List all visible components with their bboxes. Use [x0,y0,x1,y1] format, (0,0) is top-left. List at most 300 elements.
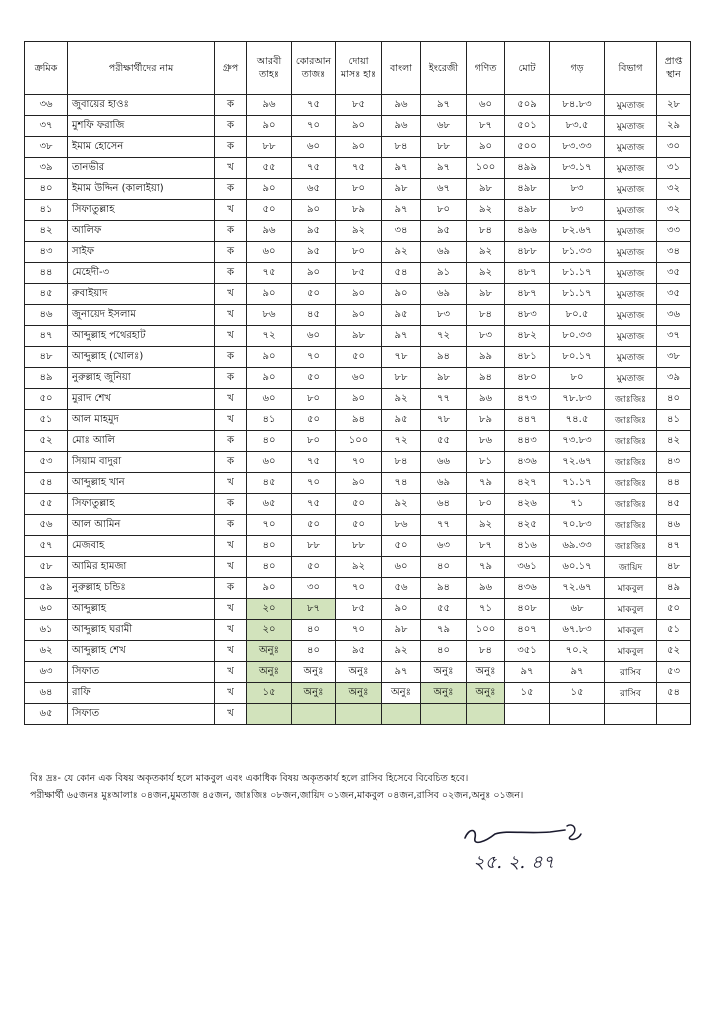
cell-serial: ৪৮ [25,347,68,368]
cell-arabic: ৭০ [247,515,292,536]
table-row [25,515,691,536]
cell-division: মুমতাজ [605,95,657,116]
cell-arabic: ৯০ [247,347,292,368]
cell-bangla: ৭৮ [382,347,421,368]
cell-average: ৮১.৩৩ [550,242,605,263]
cell-total: ৫০১ [505,116,550,137]
cell-quran: অনুঃ [292,662,336,683]
header-arabic: আরবী তাহঃ [247,42,292,95]
cell-math: ৯৬ [467,578,505,599]
cell-serial: ৩৮ [25,137,68,158]
cell-position: ৩৪ [657,242,691,263]
cell-arabic [247,704,292,725]
cell-english: ৮০ [421,200,467,221]
cell-group: ক [215,221,247,242]
cell-math: ৯২ [467,242,505,263]
cell-arabic: ৭২ [247,326,292,347]
cell-average: ৬৮ [550,599,605,620]
header-serial: ক্রমিক [25,42,68,95]
cell-total: ৪৯৯ [505,158,550,179]
table-row [25,116,691,137]
cell-bangla: ৯৭ [382,326,421,347]
table-row [25,263,691,284]
table-row [25,326,691,347]
cell-math: ৭৯ [467,557,505,578]
cell-english: ৫৫ [421,599,467,620]
cell-position: ৪৪ [657,473,691,494]
cell-position [657,704,691,725]
cell-group: খ [215,305,247,326]
cell-arabic: ২০ [247,620,292,641]
cell-bangla: ৯৫ [382,305,421,326]
cell-math: ৯৮ [467,284,505,305]
table-row [25,557,691,578]
cell-bangla [382,704,421,725]
cell-group: খ [215,473,247,494]
notes [30,770,700,804]
cell-division: মুমতাজ [605,326,657,347]
cell-total: ৫০৯ [505,95,550,116]
cell-group: ক [215,368,247,389]
table-row [25,242,691,263]
cell-total: ৪৮০ [505,368,550,389]
cell-dua: ৮৯ [336,200,382,221]
cell-dua: ৫০ [336,515,382,536]
cell-arabic: অনুঃ [247,662,292,683]
cell-position: ৫৪ [657,683,691,704]
cell-serial: ৬১ [25,620,68,641]
cell-total: ৪২৫ [505,515,550,536]
cell-average: ৭০.৮৩ [550,515,605,536]
cell-serial: ৫৪ [25,473,68,494]
cell-english: ৮৩ [421,305,467,326]
cell-total: ৪৪৩ [505,431,550,452]
cell-math: ৮৪ [467,221,505,242]
cell-quran: ৩০ [292,578,336,599]
cell-division: মাকবুল [605,620,657,641]
cell-group: খ [215,410,247,431]
cell-serial: ৫৮ [25,557,68,578]
results-body [25,95,691,725]
cell-serial: ৫৫ [25,494,68,515]
signature-date: ২৫. ২. ৪৭ [473,852,555,873]
cell-group: খ [215,641,247,662]
cell-division: মুমতাজ [605,305,657,326]
cell-dua: ৫০ [336,494,382,515]
cell-arabic: ৬০ [247,389,292,410]
cell-bangla: ৬০ [382,557,421,578]
table-row [25,704,691,725]
cell-bangla: ৭২ [382,431,421,452]
cell-division: রাসিব [605,683,657,704]
cell-math: ৬০ [467,95,505,116]
cell-total: ৯৭ [505,662,550,683]
cell-average: ৮০.৫ [550,305,605,326]
table-row [25,410,691,431]
cell-quran: ৭৫ [292,494,336,515]
cell-arabic: ৯০ [247,368,292,389]
cell-quran: ৪০ [292,641,336,662]
header-quran: কোরআন তাজঃ [292,42,336,95]
cell-quran: ৭০ [292,116,336,137]
table-row [25,599,691,620]
cell-division: মুমতাজ [605,368,657,389]
header-name: পরীক্ষার্থীদের নাম [68,42,215,95]
cell-serial: ৩৬ [25,95,68,116]
cell-average: ৮৩ [550,200,605,221]
cell-bangla: ৯২ [382,641,421,662]
cell-position: ৫১ [657,620,691,641]
cell-position: ২৯ [657,116,691,137]
cell-quran: ৯৫ [292,221,336,242]
cell-dua: ৮০ [336,242,382,263]
cell-division: মুমতাজ [605,284,657,305]
cell-group: ক [215,263,247,284]
cell-arabic: ৫৫ [247,158,292,179]
cell-group: ক [215,347,247,368]
cell-position: ৩৩ [657,221,691,242]
cell-total: ৪০৭ [505,620,550,641]
cell-average: ৮১.১৭ [550,284,605,305]
cell-division: মুমতাজ [605,116,657,137]
cell-bangla: ৫৪ [382,263,421,284]
table-row [25,494,691,515]
cell-name: মুশফি ফরাজি [68,116,215,137]
cell-english: ৬৬ [421,452,467,473]
table-row [25,683,691,704]
cell-english: ৪০ [421,557,467,578]
cell-quran: অনুঃ [292,683,336,704]
cell-name: সিফাত [68,662,215,683]
cell-math: ৮০ [467,494,505,515]
cell-name: সাইফ [68,242,215,263]
cell-serial: ৪৬ [25,305,68,326]
cell-serial: ৬৩ [25,662,68,683]
cell-quran: ৭৫ [292,95,336,116]
cell-quran: ৮৮ [292,536,336,557]
cell-name: ইমাম হোসেন [68,137,215,158]
cell-position: ৪২ [657,431,691,452]
cell-division: জাঃজিঃ [605,473,657,494]
cell-average: ৮০ [550,368,605,389]
cell-group: ক [215,179,247,200]
cell-english: ৬৭ [421,179,467,200]
cell-english: ৭৭ [421,515,467,536]
cell-position: ৪০ [657,389,691,410]
cell-math: ৮৩ [467,326,505,347]
cell-position: ৩৫ [657,263,691,284]
cell-division: জাঃজিঃ [605,515,657,536]
cell-math: ৮৯ [467,410,505,431]
cell-arabic: ৬০ [247,452,292,473]
header-math: গণিত [467,42,505,95]
cell-average: ৭৪.৫ [550,410,605,431]
cell-group: ক [215,494,247,515]
cell-bangla: ৮৪ [382,137,421,158]
cell-position: ৩২ [657,179,691,200]
cell-dua: ৯৫ [336,641,382,662]
cell-name: আব্দুল্লাহ ঘরামী [68,620,215,641]
cell-math: ১০০ [467,158,505,179]
cell-division: জাঃজিঃ [605,536,657,557]
cell-math: ৯২ [467,200,505,221]
cell-group: খ [215,662,247,683]
cell-quran: ৬৫ [292,179,336,200]
cell-quran: ৭০ [292,473,336,494]
cell-total: ৪১৬ [505,536,550,557]
cell-position: ৫২ [657,641,691,662]
cell-math: ৯২ [467,515,505,536]
cell-dua: ৮৫ [336,263,382,284]
cell-total: ১৫ [505,683,550,704]
cell-name: মোঃ আলি [68,431,215,452]
cell-dua: অনুঃ [336,683,382,704]
cell-position: ৩০ [657,137,691,158]
cell-name: আব্দুল্লাহ (খোলঃ) [68,347,215,368]
cell-serial: ৫৭ [25,536,68,557]
cell-average: ৮৩.৫ [550,116,605,137]
cell-position: ৪৬ [657,515,691,536]
cell-english: ৯৪ [421,347,467,368]
cell-average: ৮০.৩৩ [550,326,605,347]
cell-name: আব্দুল্লাহ পথেরহাট [68,326,215,347]
cell-english: ৮৮ [421,137,467,158]
table-row [25,389,691,410]
table-row [25,578,691,599]
cell-dua: ৯০ [336,137,382,158]
table-row [25,536,691,557]
header-group: গ্রুপ [215,42,247,95]
cell-name: মুরাদ শেখ [68,389,215,410]
table-row [25,620,691,641]
cell-bangla: ৯৭ [382,158,421,179]
cell-average: ৮৩.১৭ [550,158,605,179]
cell-total: ৪৮৭ [505,284,550,305]
cell-quran: ৫০ [292,410,336,431]
cell-english: ৯৪ [421,578,467,599]
cell-group: ক [215,431,247,452]
cell-quran: ৬০ [292,326,336,347]
cell-position: ৪৮ [657,557,691,578]
cell-bangla: ৮৪ [382,452,421,473]
cell-dua: ৭০ [336,452,382,473]
cell-group: খ [215,599,247,620]
cell-arabic: ১৫ [247,683,292,704]
cell-division: মুমতাজ [605,200,657,221]
cell-english: ৫৫ [421,431,467,452]
cell-division: মুমতাজ [605,137,657,158]
cell-serial: ৪৭ [25,326,68,347]
cell-arabic: ৯৬ [247,221,292,242]
cell-dua: ৭০ [336,578,382,599]
cell-division: মুমতাজ [605,221,657,242]
cell-serial: ৬৫ [25,704,68,725]
cell-arabic: ৯০ [247,284,292,305]
note-summary: পরীক্ষার্থী ৬৫জনঃ মুঃআলাঃ ০৪জন,মুমতাজ ৪৫জন, জাঃজিঃ ০৮জন,জায়িদ ০১জন,মাকবুল ০৪জন,রাসিব ০২জন,অনুঃ ০১জন। [30,790,524,801]
cell-name: নুরুল্লাহ জুনিয়া [68,368,215,389]
cell-dua: ৯০ [336,473,382,494]
cell-english: ৭২ [421,326,467,347]
cell-dua: ৮৫ [336,599,382,620]
cell-group: খ [215,326,247,347]
cell-serial: ৪৩ [25,242,68,263]
cell-position: ৫০ [657,599,691,620]
cell-serial: ৪৪ [25,263,68,284]
cell-average: ৬৭.৮৩ [550,620,605,641]
header-position: প্রাপ্ত স্থান [657,42,691,95]
cell-serial: ৬২ [25,641,68,662]
cell-average: ৭০.২ [550,641,605,662]
cell-bangla: ৯০ [382,599,421,620]
cell-serial: ৬৪ [25,683,68,704]
cell-average: ৭১ [550,494,605,515]
cell-arabic: ৪১ [247,410,292,431]
cell-total: ৪০৮ [505,599,550,620]
cell-quran: ৮০ [292,389,336,410]
cell-total: ৩৫১ [505,641,550,662]
table-row [25,137,691,158]
cell-name: সিয়াম বাদুরা [68,452,215,473]
cell-dua: ৭৫ [336,158,382,179]
cell-serial: ৪১ [25,200,68,221]
cell-math: ১০০ [467,620,505,641]
cell-division: মুমতাজ [605,179,657,200]
cell-english: ৬৯ [421,473,467,494]
cell-arabic: অনুঃ [247,641,292,662]
cell-bangla: ৯২ [382,494,421,515]
cell-english: অনুঃ [421,662,467,683]
cell-position: ৩৮ [657,347,691,368]
cell-name: নুরুল্লাহ চন্ডিঃ [68,578,215,599]
cell-math: ৯৯ [467,347,505,368]
cell-bangla: ৯৮ [382,620,421,641]
cell-name: তানভীর [68,158,215,179]
cell-arabic: ৫০ [247,200,292,221]
cell-quran: ৫০ [292,284,336,305]
cell-arabic: ৯৬ [247,95,292,116]
cell-english: ৯৭ [421,158,467,179]
results-table [24,41,691,725]
table-row [25,641,691,662]
cell-average: ৮৩ [550,179,605,200]
cell-division: মুমতাজ [605,158,657,179]
cell-position: ৩৫ [657,284,691,305]
header-average: গড় [550,42,605,95]
cell-dua: ৯০ [336,389,382,410]
cell-name: আব্দুল্লাহ খান [68,473,215,494]
signature [455,820,625,880]
cell-average: ৬৯.৩৩ [550,536,605,557]
cell-bangla: ৮৮ [382,368,421,389]
cell-serial: ৫১ [25,410,68,431]
cell-total: ৩৬১ [505,557,550,578]
cell-total: ৪৯৮ [505,179,550,200]
cell-bangla: ৯৭ [382,200,421,221]
cell-arabic: ৮৬ [247,305,292,326]
cell-division: মাকবুল [605,578,657,599]
cell-group: খ [215,683,247,704]
header-bangla: বাংলা [382,42,421,95]
cell-dua: ১০০ [336,431,382,452]
cell-group: খ [215,389,247,410]
cell-position: ৪৯ [657,578,691,599]
cell-average: ৮২.৬৭ [550,221,605,242]
cell-serial: ৫২ [25,431,68,452]
table-row [25,221,691,242]
cell-math: ৮৬ [467,431,505,452]
cell-name: সিফাত [68,704,215,725]
cell-math: ৮৭ [467,116,505,137]
cell-name: আল আমিন [68,515,215,536]
header-division: বিভাগ [605,42,657,95]
cell-division [605,704,657,725]
cell-dua: ৯০ [336,116,382,137]
cell-position: ৩৯ [657,368,691,389]
cell-bangla: ৫৬ [382,578,421,599]
cell-group: খ [215,158,247,179]
table-row [25,431,691,452]
cell-arabic: ৮৮ [247,137,292,158]
cell-bangla: অনুঃ [382,683,421,704]
note-rule: বিঃ দ্রঃ- যে কোন এক বিষয় অকৃতকার্য হলে মাকবুল এবং একাধিক বিষয় অকৃতকার্য হলে রাসিব হিসেবে বিবেচিত হবে। [30,773,469,784]
cell-bangla: ৮৬ [382,515,421,536]
cell-group: ক [215,116,247,137]
cell-name: আব্দুল্লাহ শেখ [68,641,215,662]
cell-name: মেজবাহ [68,536,215,557]
cell-position: ৪৫ [657,494,691,515]
cell-math: ৭৯ [467,473,505,494]
table-row [25,158,691,179]
cell-quran: ৫০ [292,515,336,536]
cell-quran: ৪৫ [292,305,336,326]
cell-serial: ৪৫ [25,284,68,305]
table-row [25,473,691,494]
cell-average: ৮১.১৭ [550,263,605,284]
cell-dua: ৬০ [336,368,382,389]
cell-math: ৯৪ [467,368,505,389]
cell-math: ৯৮ [467,179,505,200]
cell-average: ৭৩.৮৩ [550,431,605,452]
cell-total: ৪৮৭ [505,263,550,284]
cell-arabic: ৯০ [247,116,292,137]
cell-quran: ৮৭ [292,599,336,620]
cell-group: খ [215,284,247,305]
cell-name: সিফাতুল্লাহ [68,494,215,515]
cell-division: মুমতাজ [605,242,657,263]
cell-quran: ৭৫ [292,158,336,179]
cell-quran: ৫০ [292,557,336,578]
cell-english: ৯৫ [421,221,467,242]
cell-division: মাকবুল [605,599,657,620]
cell-english: ৯৭ [421,95,467,116]
cell-math: ৯৬ [467,389,505,410]
cell-group: খ [215,557,247,578]
cell-division: জাঃজিঃ [605,431,657,452]
cell-english: অনুঃ [421,683,467,704]
table-row [25,662,691,683]
cell-group: খ [215,200,247,221]
cell-name: আল মাহমুদ [68,410,215,431]
cell-division: জাঃজিঃ [605,389,657,410]
cell-serial: ৩৯ [25,158,68,179]
table-row [25,452,691,473]
cell-arabic: ৪০ [247,536,292,557]
cell-position: ৩১ [657,158,691,179]
cell-arabic: ২০ [247,599,292,620]
cell-average: ৭৮.৮৩ [550,389,605,410]
cell-dua: ৮৮ [336,536,382,557]
cell-english: ৭৭ [421,389,467,410]
